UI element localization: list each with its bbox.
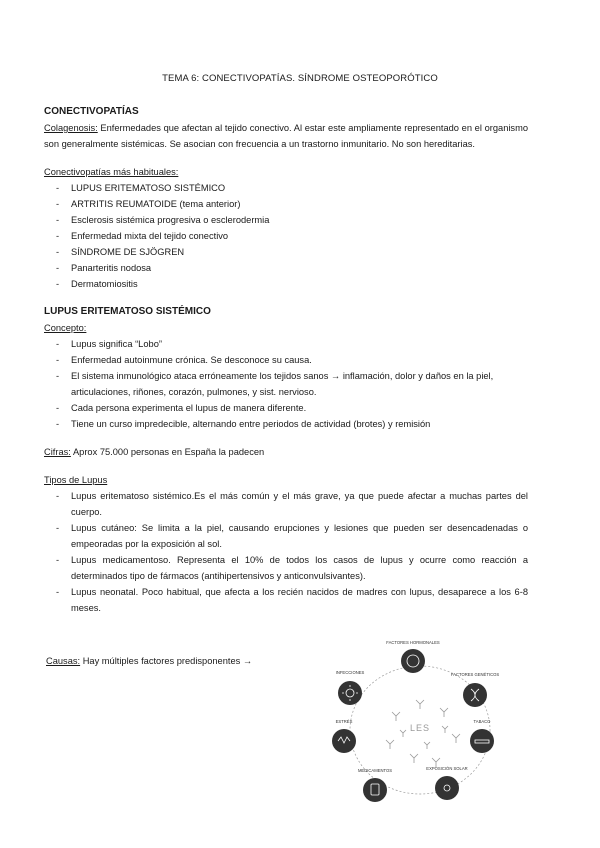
antibody-cluster-icon <box>386 700 460 767</box>
habituales-list <box>44 180 528 292</box>
label-tabaco: TABACO <box>473 719 491 724</box>
cifras-text: Aprox 75.000 personas en España la padecen <box>70 447 265 457</box>
tipos-list <box>44 488 528 616</box>
concepto-list <box>44 336 528 432</box>
list-item: - SÍNDROME DE SJÖGREN <box>44 244 528 260</box>
label-exposicion-solar: EXPOSICIÓN SOLAR <box>426 766 468 771</box>
section-heading-lupus: LUPUS ERITEMATOSO SISTÉMICO <box>44 306 211 317</box>
infecciones-icon <box>338 681 362 705</box>
label-factores-geneticos: FACTORES GENÉTICOS <box>450 672 500 677</box>
label-estres: ESTRÉS <box>335 719 353 724</box>
section-heading-conectivopatias: CONECTIVOPATÍAS <box>44 106 139 117</box>
list-item: - Enfermedad mixta del tejido conectivo <box>44 228 528 244</box>
les-factors-diagram <box>320 630 520 810</box>
list-item: - ARTRITIS REUMATOIDE (tema anterior) <box>44 196 528 212</box>
causas-text: Hay múltiples factores predisponentes → <box>80 656 253 666</box>
colagenosis-label: Colagenosis: <box>44 123 98 133</box>
label-infecciones: INFECCIONES <box>335 670 365 675</box>
list-item: - Enfermedad autoinmune crónica. Se desconoce su causa. <box>44 352 528 368</box>
page-title: TEMA 6: CONECTIVOPATÍAS. SÍNDROME OSTEOPORÓTICO <box>162 73 438 84</box>
causas-label: Causas: <box>46 656 81 666</box>
causas-paragraph <box>46 656 252 666</box>
medicamentos-icon <box>363 778 387 802</box>
les-center-label: LES <box>409 723 431 733</box>
estres-icon <box>332 729 356 753</box>
colagenosis-paragraph <box>44 120 528 152</box>
list-item: - Lupus cutáneo: Se limita a la piel, causando erupciones y lesiones que pueden ser desencadenadas o empeoradas por la exposición al sol. <box>44 520 528 552</box>
list-item: - Lupus significa “Lobo” <box>44 336 528 352</box>
cifras-label: Cifras: <box>44 447 71 457</box>
colagenosis-text: Enfermedades que afectan al tejido conectivo. Al estar este ampliamente representado en el organismo son generalmente sistémicas. Se asocian con frecuencia a un trastorno inmunitario. No son hereditarias. <box>44 123 528 149</box>
cifras-paragraph <box>44 444 528 460</box>
list-item: - Lupus medicamentoso. Representa el 10% de todos los casos de lupus y ocurre como reacción a determinados tipo de fármacos (antihipertensivos y anticonvulsivantes). <box>44 552 528 584</box>
label-factores-hormonales: FACTORES HORMONALES <box>386 640 440 645</box>
document-body <box>44 104 528 616</box>
list-item: - LUPUS ERITEMATOSO SISTÉMICO <box>44 180 528 196</box>
list-item: - Tiene un curso impredecible, alternando entre periodos de actividad (brotes) y remisión <box>44 416 528 432</box>
exposicion-solar-icon <box>435 776 459 800</box>
list-item: - Lupus eritematoso sistémico.Es el más común y el más grave, ya que puede afectar a muchas partes del cuerpo. <box>44 488 528 520</box>
list-item: - El sistema inmunológico ataca erróneamente los tejidos sanos → inflamación, dolor y daños en la piel, articulaciones, riñones, corazón, pulmones, y sist. nervioso. <box>44 368 528 400</box>
label-medicamentos: MEDICAMENTOS <box>357 768 393 773</box>
concepto-label: Concepto: <box>44 323 87 333</box>
factores-hormonales-icon <box>401 649 425 673</box>
habituales-label: Conectivopatías más habituales: <box>44 167 179 177</box>
list-item: - Cada persona experimenta el lupus de manera diferente. <box>44 400 528 416</box>
list-item: - Lupus neonatal. Poco habitual, que afecta a los recién nacidos de madres con lupus, desaparece a los 6-8 meses. <box>44 584 528 616</box>
tipos-label: Tipos de Lupus <box>44 475 108 485</box>
list-item: - Esclerosis sistémica progresiva o esclerodermia <box>44 212 528 228</box>
list-item: - Dermatomiositis <box>44 276 528 292</box>
list-item: - Panarteritis nodosa <box>44 260 528 276</box>
tabaco-icon <box>470 729 494 753</box>
